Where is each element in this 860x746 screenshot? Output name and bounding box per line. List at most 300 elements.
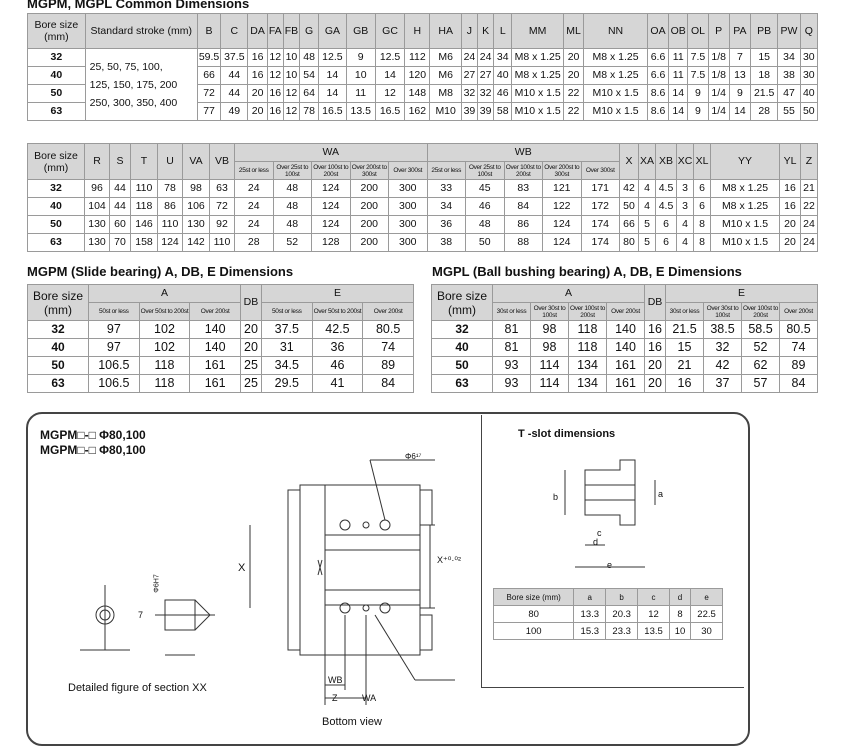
table-cell: 130 (85, 234, 110, 252)
table-cell: 80 (620, 234, 639, 252)
table-cell: 30 (800, 67, 817, 85)
col-header: OA (647, 14, 668, 49)
dim-z-label: Z (332, 693, 338, 703)
col-header: Q (800, 14, 817, 49)
table-cell: 32 (461, 85, 477, 103)
col-header: XA (639, 144, 656, 180)
e-subheader: Over 50st to 200st (312, 303, 363, 321)
table-row (494, 623, 723, 640)
table-cell: 118 (139, 375, 190, 393)
table-cell: 32 (478, 85, 494, 103)
table-cell: 28 (235, 234, 274, 252)
table-cell: 4 (677, 216, 694, 234)
tslot-table (493, 588, 723, 640)
bottom-view-caption: Bottom view (322, 716, 382, 728)
table-cell: 37.5 (221, 49, 248, 67)
table-cell: 66 (197, 67, 220, 85)
table-cell: 96 (85, 180, 110, 198)
table-cell: 12 (375, 85, 404, 103)
table-cell: 34 (427, 198, 466, 216)
table-cell: 14 (669, 85, 688, 103)
table-cell: 31 (261, 339, 312, 357)
table-cell: M10 x 1.5 (512, 85, 564, 103)
table-row (432, 375, 818, 393)
table-cell: 93 (493, 375, 531, 393)
table-cell: 142 (183, 234, 210, 252)
table-cell: 58.5 (742, 321, 780, 339)
table-row (28, 234, 818, 252)
table-cell: 20 (248, 103, 267, 121)
table-cell: 12 (267, 49, 283, 67)
table-cell: 4.5 (656, 198, 677, 216)
table-cell: 74 (780, 339, 818, 357)
table-cell: 300 (389, 234, 428, 252)
table-cell: 14 (319, 67, 346, 85)
table-cell: 6 (656, 216, 677, 234)
table-cell: M10 x 1.5 (584, 103, 648, 121)
table-cell: 7 (729, 49, 750, 67)
table-cell: 16 (780, 198, 801, 216)
common-dimensions-table-2 (27, 143, 818, 252)
table-cell: 200 (350, 198, 389, 216)
table-cell: 6.6 (647, 49, 668, 67)
bore-cell: 32 (28, 49, 86, 67)
table-cell: 120 (405, 67, 430, 85)
table-cell: 24 (235, 216, 274, 234)
table-row (28, 321, 414, 339)
col-header: S (110, 144, 131, 180)
table-cell: 161 (607, 357, 645, 375)
table-cell: 114 (531, 375, 569, 393)
table-row (28, 180, 818, 198)
table-cell: 12 (283, 85, 299, 103)
bore-cell: 63 (28, 375, 89, 393)
table-cell: 24 (801, 216, 818, 234)
table-cell: 21 (666, 357, 704, 375)
table-cell: 16.5 (375, 103, 404, 121)
table-cell: 14 (375, 67, 404, 85)
table-cell: 42 (704, 357, 742, 375)
table-cell: 161 (607, 375, 645, 393)
table-cell: 11 (346, 85, 375, 103)
table-cell: 8.6 (647, 103, 668, 121)
table-cell: 118 (569, 339, 607, 357)
table-cell: 14 (669, 103, 688, 121)
table-row (28, 198, 818, 216)
slide-bearing-title: MGPM (Slide bearing) A, DB, E Dimensions (27, 264, 294, 279)
bore-cell: 32 (28, 321, 89, 339)
table-cell: 83 (504, 180, 543, 198)
table-cell: 78 (300, 103, 319, 121)
table-cell: 15 (751, 49, 778, 67)
table-cell: 161 (190, 357, 241, 375)
table-cell: 140 (190, 339, 241, 357)
table-cell: 10 (346, 67, 375, 85)
table-cell: 4 (677, 234, 694, 252)
common-dimensions-title: MGPM, MGPL Common Dimensions (27, 0, 250, 11)
col-header: DA (248, 14, 267, 49)
table-cell: 72 (210, 198, 235, 216)
col-header: K (478, 14, 494, 49)
a-header: A (89, 285, 241, 303)
table-cell: 38.5 (704, 321, 742, 339)
table-cell: 3 (677, 180, 694, 198)
table-cell: 106.5 (89, 375, 140, 393)
wb-subheader: Over 300st (581, 162, 620, 180)
col-header: XB (656, 144, 677, 180)
table-cell: M8 (430, 85, 461, 103)
table-cell: 23.3 (606, 623, 638, 640)
table-cell: 16 (248, 49, 267, 67)
col-header: Z (801, 144, 818, 180)
db-header: DB (645, 285, 666, 321)
table-cell: 16 (645, 339, 666, 357)
table-cell: 44 (110, 198, 131, 216)
table-cell: 64 (300, 85, 319, 103)
header-row (494, 589, 723, 606)
dim-c-label: c (597, 528, 602, 538)
table-cell: 12.5 (375, 49, 404, 67)
e-subheader: 30st or less (666, 303, 704, 321)
col-header: P (708, 14, 729, 49)
bore-cell: 63 (432, 375, 493, 393)
col-header: ML (563, 14, 583, 49)
col-header: U (158, 144, 183, 180)
table-cell: 45 (466, 180, 505, 198)
header-row (28, 285, 414, 303)
table-cell: 13.3 (574, 606, 606, 623)
table-cell: 55 (778, 103, 800, 121)
table-cell: 22 (563, 103, 583, 121)
bore-cell: 50 (28, 216, 85, 234)
dim-x-label: X (238, 562, 246, 574)
table-cell: 72 (197, 85, 220, 103)
table-cell: M10 x 1.5 (512, 103, 564, 121)
table-cell: 102 (139, 339, 190, 357)
table-cell: 60 (110, 216, 131, 234)
table-cell: 25 (240, 357, 261, 375)
e-subheader: Over 100st to 200st (742, 304, 779, 319)
db-header: DB (240, 285, 261, 321)
table-cell: 12 (638, 606, 670, 623)
table-cell: 1/8 (708, 67, 729, 85)
table-cell: 58 (494, 103, 512, 121)
table-cell: 14 (729, 103, 750, 121)
table-cell: 140 (607, 339, 645, 357)
table-cell: 28 (751, 103, 778, 121)
table-cell: 20 (563, 49, 583, 67)
table-cell: 110 (158, 216, 183, 234)
table-cell: 98 (531, 321, 569, 339)
a-subheader: Over 100st to 200st (569, 304, 606, 319)
table-cell: 122 (543, 198, 582, 216)
dim-d-label: d (593, 537, 599, 547)
table-cell: 46 (466, 198, 505, 216)
table-cell: 48 (466, 216, 505, 234)
table-cell: 42 (620, 180, 639, 198)
table-cell: 8.6 (647, 85, 668, 103)
table-cell: 112 (405, 49, 430, 67)
table-cell: 48 (273, 216, 312, 234)
table-cell: 24 (801, 234, 818, 252)
common-dimensions-table (27, 13, 818, 121)
e-subheader: Over 200st (780, 303, 818, 321)
table-row (494, 606, 723, 623)
table-cell: 37.5 (261, 321, 312, 339)
table-cell: M8 x 1.25 (711, 198, 780, 216)
table-row (432, 339, 818, 357)
col-header: PA (729, 14, 750, 49)
table-cell: 104 (85, 198, 110, 216)
table-cell: 171 (581, 180, 620, 198)
table-cell: 9 (688, 85, 708, 103)
ball-bushing-title: MGPL (Ball bushing bearing) A, DB, E Dimensions (432, 264, 742, 279)
e-header: E (666, 285, 818, 303)
table-cell: 8 (694, 216, 711, 234)
dim-x-tol-label: X⁺⁰·⁰² (437, 555, 461, 565)
e-subheader: Over 200st (363, 303, 414, 321)
table-cell: 124 (543, 216, 582, 234)
detail-caption: Detailed figure of section XX (68, 682, 207, 694)
table-cell: 22 (563, 85, 583, 103)
col-header: FA (267, 14, 283, 49)
col-header: PW (778, 14, 800, 49)
table-cell: 46 (312, 357, 363, 375)
table-cell: 44 (221, 67, 248, 85)
table-cell: 128 (312, 234, 351, 252)
drawing-model-label-2: MGPM□-□ Φ80,100 (40, 443, 146, 457)
table-cell: 46 (494, 85, 512, 103)
table-cell: 97 (89, 339, 140, 357)
header-row (28, 14, 818, 49)
table-cell: M10 x 1.5 (584, 85, 648, 103)
table-cell: 9 (346, 49, 375, 67)
detail-xx-drawing (70, 570, 220, 670)
table-cell: 80.5 (363, 321, 414, 339)
table-cell: 59.5 (197, 49, 220, 67)
table-cell: 16 (666, 375, 704, 393)
table-cell: 44 (110, 180, 131, 198)
table-cell: 3 (677, 198, 694, 216)
bore-cell: 63 (28, 103, 86, 121)
table-cell: 158 (131, 234, 158, 252)
col-header: J (461, 14, 477, 49)
wa-subheader: Over 200st to 300st (351, 163, 387, 178)
wa-header: WA (235, 144, 428, 162)
dim-wb-label: WB (328, 675, 343, 685)
table-cell: 44 (221, 85, 248, 103)
table-cell: 70 (110, 234, 131, 252)
table-cell: 4 (639, 198, 656, 216)
table-cell: 20 (248, 85, 267, 103)
table-cell: 49 (221, 103, 248, 121)
drawing-model-label-1: MGPM□-□ Φ80,100 (40, 428, 146, 442)
col-header: T (131, 144, 158, 180)
table-cell: 66 (620, 216, 639, 234)
table-cell: 174 (581, 216, 620, 234)
table-cell: 21 (801, 180, 818, 198)
table-cell: 27 (461, 67, 477, 85)
table-cell: 118 (131, 198, 158, 216)
table-cell: 140 (607, 321, 645, 339)
table-cell: 5 (639, 234, 656, 252)
table-cell: 24 (235, 198, 274, 216)
tslot-title: T -slot dimensions (518, 428, 616, 440)
table-cell: 88 (504, 234, 543, 252)
table-cell: 48 (273, 180, 312, 198)
table-cell: 174 (581, 234, 620, 252)
table-cell: 4 (639, 180, 656, 198)
col-header: b (606, 589, 638, 606)
table-cell: 7.5 (688, 67, 708, 85)
wa-subheader: 25st or less (235, 162, 274, 180)
table-cell: 14 (319, 85, 346, 103)
table-cell: 42.5 (312, 321, 363, 339)
table-cell: 98 (531, 339, 569, 357)
table-cell: 118 (139, 357, 190, 375)
col-header: GB (346, 14, 375, 49)
table-cell: 84 (504, 198, 543, 216)
table-cell: 34.5 (261, 357, 312, 375)
wa-subheader: Over 300st (389, 162, 428, 180)
table-cell: 124 (543, 234, 582, 252)
table-cell: 52 (273, 234, 312, 252)
table-cell: 62 (742, 357, 780, 375)
table-cell: 38 (427, 234, 466, 252)
table-cell: 38 (778, 67, 800, 85)
table-cell: 20.3 (606, 606, 638, 623)
dim-b-label: b (553, 492, 559, 502)
table-cell: 12.5 (319, 49, 346, 67)
table-cell: 21.5 (666, 321, 704, 339)
bore-cell: 40 (432, 339, 493, 357)
table-cell: 37 (704, 375, 742, 393)
table-cell: 16 (267, 85, 283, 103)
table-cell: 80.5 (780, 321, 818, 339)
col-header: XC (677, 144, 694, 180)
table-cell: 102 (139, 321, 190, 339)
table-cell: 25 (240, 375, 261, 393)
table-cell: M10 x 1.5 (711, 216, 780, 234)
table-cell: 97 (89, 321, 140, 339)
table-cell: 118 (569, 321, 607, 339)
bore-cell: 40 (28, 67, 86, 85)
bore-cell: 40 (28, 339, 89, 357)
col-header: C (221, 14, 248, 49)
table-cell: 36 (427, 216, 466, 234)
table-cell: 1/8 (708, 49, 729, 67)
table-cell: 21.5 (751, 85, 778, 103)
table-cell: 84 (780, 375, 818, 393)
table-cell: 1/4 (708, 85, 729, 103)
table-cell: 300 (389, 180, 428, 198)
table-cell: 9 (688, 103, 708, 121)
bore-header: Bore size (mm) (28, 285, 89, 321)
a-subheader: Over 200st (190, 303, 241, 321)
table-cell: 10 (283, 49, 299, 67)
table-cell: 7.5 (688, 49, 708, 67)
ball-bushing-table (431, 284, 818, 393)
table-cell: 24 (478, 49, 494, 67)
col-header: XL (694, 144, 711, 180)
table-cell: 130 (85, 216, 110, 234)
table-cell: 22 (801, 198, 818, 216)
table-cell: 36 (312, 339, 363, 357)
table-cell: 74 (363, 339, 414, 357)
e-header: E (261, 285, 413, 303)
table-cell: 80 (494, 606, 574, 623)
col-header: H (405, 14, 430, 49)
col-header: VA (183, 144, 210, 180)
table-cell: 20 (645, 375, 666, 393)
dim-7-label: 7 (138, 610, 144, 620)
table-cell: 134 (569, 357, 607, 375)
a-subheader: Over 50st to 200st (139, 303, 190, 321)
bore-cell: 50 (432, 357, 493, 375)
col-header: FB (283, 14, 299, 49)
table-cell: 106.5 (89, 357, 140, 375)
col-header: B (197, 14, 220, 49)
table-cell: 16 (248, 67, 267, 85)
col-header: PB (751, 14, 778, 49)
col-header: a (574, 589, 606, 606)
table-cell: 13.5 (346, 103, 375, 121)
table-cell: 89 (363, 357, 414, 375)
table-cell: 18 (751, 67, 778, 85)
bore-cell: 32 (432, 321, 493, 339)
table-cell: 162 (405, 103, 430, 121)
wb-subheader: Over 200st to 300st (544, 163, 580, 178)
table-cell: 30 (691, 623, 723, 640)
table-cell: 300 (389, 198, 428, 216)
table-cell: M8 x 1.25 (584, 49, 648, 67)
table-cell: 100 (494, 623, 574, 640)
table-cell: 34 (494, 49, 512, 67)
table-cell: 98 (183, 180, 210, 198)
table-cell: 146 (131, 216, 158, 234)
table-row (28, 339, 414, 357)
table-cell: 50 (620, 198, 639, 216)
header-row (432, 285, 818, 303)
table-cell: 4.5 (656, 180, 677, 198)
table-cell: M8 x 1.25 (584, 67, 648, 85)
dim-phi6-label: Φ6¹⁷ (405, 452, 422, 461)
bore-cell: 50 (28, 85, 86, 103)
table-cell: 16 (267, 103, 283, 121)
table-cell: 124 (312, 216, 351, 234)
wb-subheader: Over 25st to 100st (466, 162, 505, 180)
table-cell: 148 (405, 85, 430, 103)
col-header: X (620, 144, 639, 180)
header-row (28, 144, 818, 162)
wb-subheader: Over 100st to 200st (505, 163, 541, 178)
col-header: L (494, 14, 512, 49)
col-header: G (300, 14, 319, 49)
bore-header: Bore size (mm) (28, 144, 85, 180)
table-cell: 20 (780, 234, 801, 252)
table-cell: 12 (283, 103, 299, 121)
table-cell: 140 (190, 321, 241, 339)
table-cell: 6 (656, 234, 677, 252)
stroke-line: 125, 150, 175, 200 (89, 78, 178, 91)
table-cell: 20 (563, 67, 583, 85)
stroke-line: 250, 300, 350, 400 (89, 96, 178, 109)
col-header: YY (711, 144, 780, 180)
wa-subheader: Over 100st to 200st (313, 163, 349, 178)
table-cell: 81 (493, 339, 531, 357)
col-header: GA (319, 14, 346, 49)
table-row (432, 321, 818, 339)
